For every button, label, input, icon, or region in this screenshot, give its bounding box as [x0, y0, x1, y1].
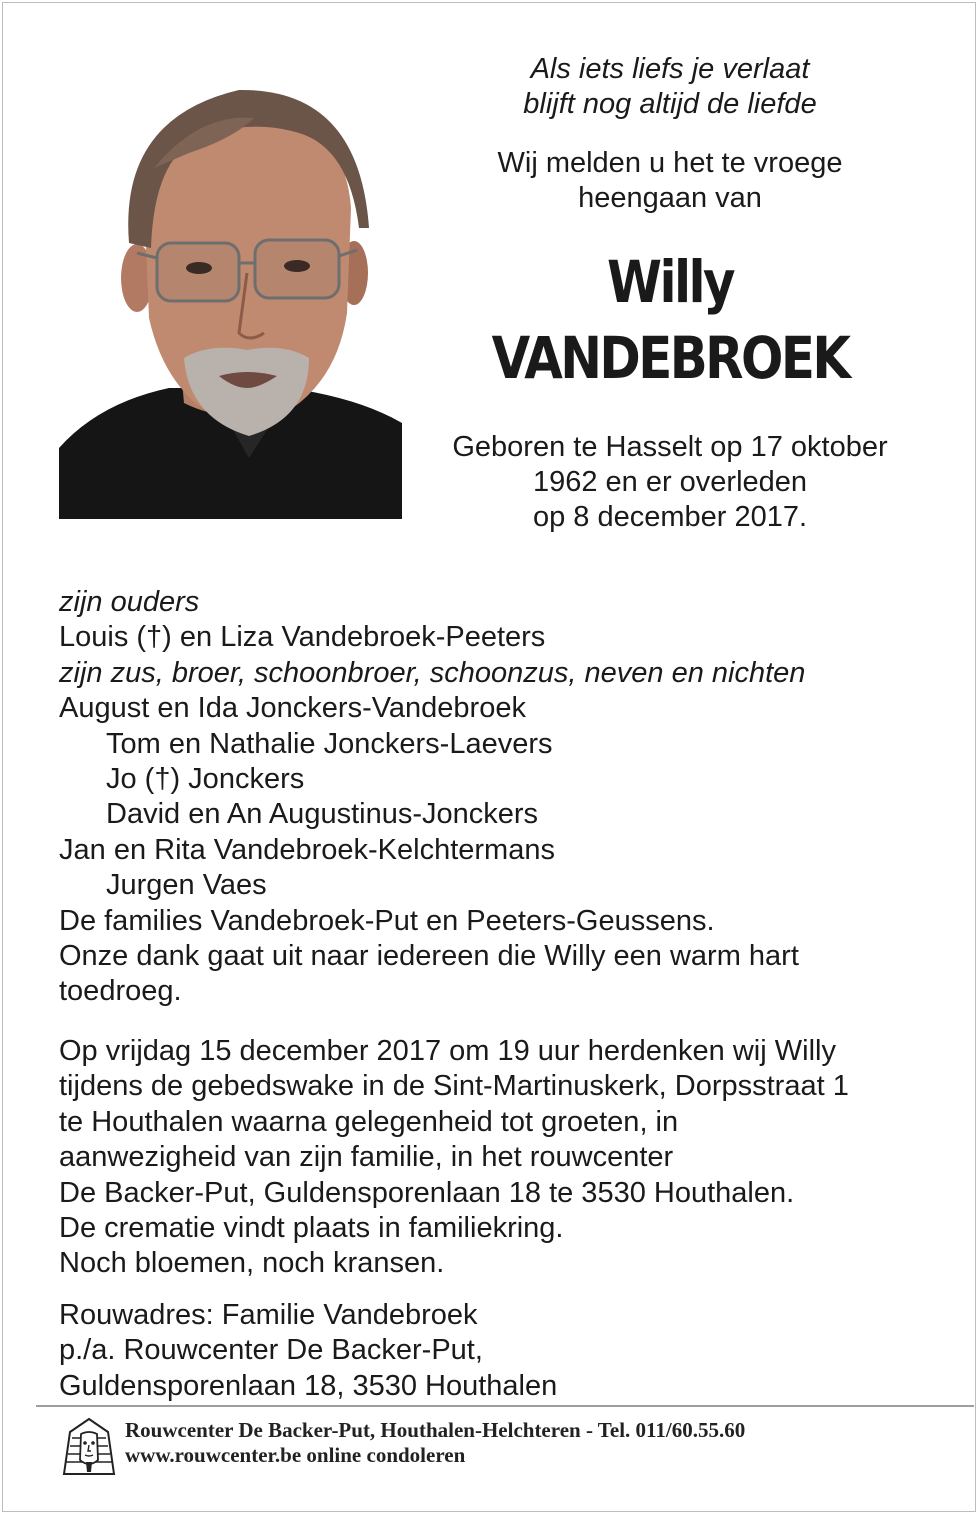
- footer-divider: [36, 1405, 974, 1407]
- family-line: Jurgen Vaes: [106, 869, 267, 902]
- family-line: David en An Augustinus-Jonckers: [106, 798, 539, 831]
- family-line: Louis (†) en Liza Vandebroek-Peeters: [59, 621, 546, 654]
- deceased-name: [455, 244, 885, 396]
- family-list: [59, 585, 939, 1010]
- funeral-home-contact: Rouwcenter De Backer-Put, Houthalen-Helchteren - Tel. 011/60.55.60: [125, 1418, 746, 1442]
- family-line: De families Vandebroek-Put en Peeters-Geussens.: [59, 904, 715, 937]
- memorial-quote: [420, 52, 920, 122]
- birth-death-text: [420, 430, 920, 535]
- mourning-address: [59, 1298, 939, 1404]
- address-line: Rouwadres: Familie Vandebroek: [59, 1299, 478, 1331]
- birth-death-line: 1962 en er overleden: [532, 466, 808, 498]
- ceremony-line: De crematie vindt plaats in familiekring.: [59, 1212, 564, 1245]
- ceremony-line: tijdens de gebedswake in de Sint-Martinuskerk, Dorpsstraat 1: [59, 1070, 849, 1103]
- family-line: Tom en Nathalie Jonckers-Laevers: [106, 727, 553, 760]
- address-line: p./a. Rouwcenter De Backer-Put,: [59, 1334, 483, 1367]
- quote-line: blijft nog altijd de liefde: [523, 88, 817, 120]
- family-line: zijn ouders: [59, 586, 200, 618]
- first-name: Willy: [607, 248, 733, 316]
- last-name: VANDEBROEK: [491, 324, 849, 392]
- announcement-header: [420, 52, 920, 535]
- ceremony-line: Noch bloemen, noch kransen.: [59, 1247, 445, 1280]
- birth-death-line: Geboren te Hasselt op 17 oktober: [452, 431, 888, 463]
- intro-line: Wij melden u het te vroege: [497, 147, 843, 179]
- family-line: August en Ida Jonckers-Vandebroek: [59, 692, 526, 725]
- ceremony-line: Op vrijdag 15 december 2017 om 19 uur herdenken wij Willy: [59, 1035, 836, 1067]
- quote-line: Als iets liefs je verlaat: [530, 53, 810, 85]
- family-line: Onze dank gaat uit naar iedereen die Willy een warm hart: [59, 940, 799, 973]
- family-line: zijn zus, broer, schoonbroer, schoonzus, neven en nichten: [59, 656, 806, 689]
- family-line: toedroeg.: [59, 975, 182, 1008]
- birth-death-line: op 8 december 2017.: [532, 501, 808, 533]
- pharaoh-head-icon: [60, 1416, 118, 1478]
- funeral-home-info: [125, 1418, 745, 1468]
- family-line: Jan en Rita Vandebroek-Kelchtermans: [59, 833, 555, 866]
- ceremony-line: De Backer-Put, Guldensporenlaan 18 te 3530 Houthalen.: [59, 1176, 795, 1209]
- condolence-website[interactable]: www.rouwcenter.be online condoleren: [125, 1443, 466, 1467]
- address-line: Guldensporenlaan 18, 3530 Houthalen: [59, 1369, 558, 1402]
- ceremony-line: te Houthalen waarna gelegenheid tot groeten, in: [59, 1105, 679, 1138]
- portrait-photo: [59, 58, 402, 519]
- intro-text: [420, 146, 920, 216]
- ceremony-line: aanwezigheid van zijn familie, in het rouwcenter: [59, 1141, 674, 1174]
- family-line: Jo (†) Jonckers: [106, 763, 305, 796]
- ceremony-paragraph: [59, 1034, 939, 1282]
- intro-line: heengaan van: [578, 182, 762, 214]
